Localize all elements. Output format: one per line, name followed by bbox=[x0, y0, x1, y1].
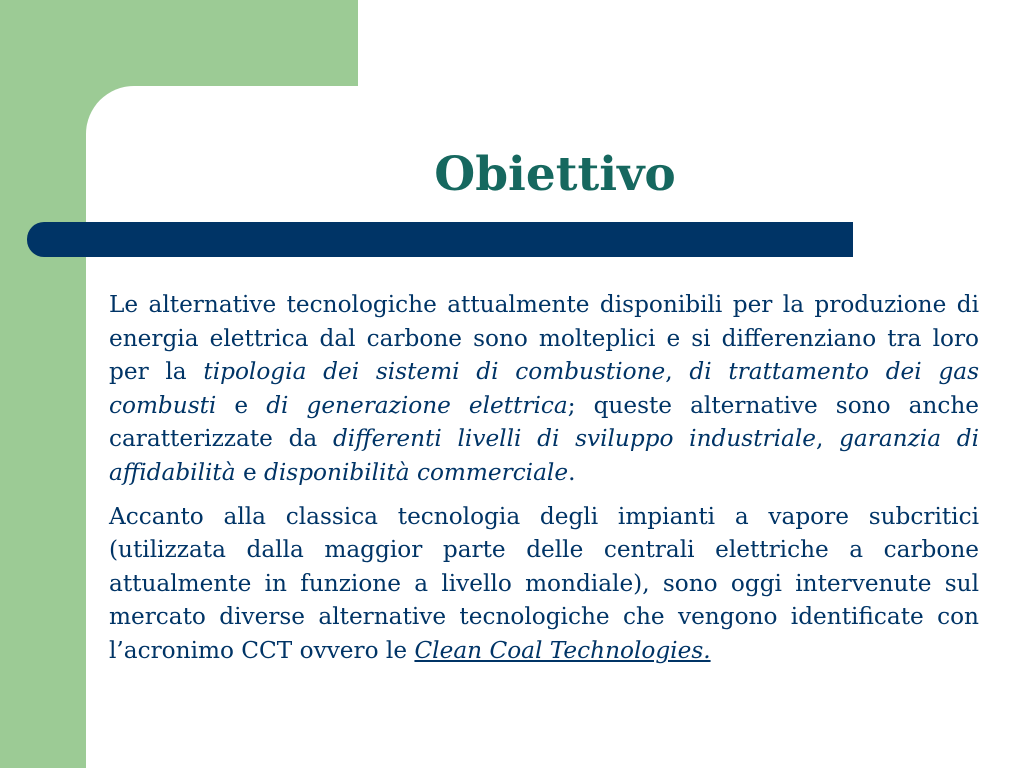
text-run: , bbox=[665, 358, 690, 386]
title-underline-bar bbox=[27, 222, 853, 257]
text-run: Le alternative tecnologiche attualmente disponibili per la produzione di energia elettrica dal carbone sono molteplici e si differenziano tra loro per la bbox=[109, 291, 979, 386]
emphasis-development: differenti livelli di sviluppo industriale bbox=[332, 425, 816, 453]
slide-body bbox=[109, 288, 979, 668]
text-run: Accanto alla classica tecnologia degli impianti a vapore subcritici (utilizzata dalla maggior parte delle centrali elettriche a carbone attualmente in funzione a livello mondiale), sono oggi intervenute sul mercato diverse alternative tecnologiche che vengono identificate con l’acronimo CCT ovvero le bbox=[109, 502, 979, 664]
paragraph-2 bbox=[109, 500, 979, 668]
accent-block-left bbox=[0, 0, 86, 768]
text-run: e bbox=[216, 391, 267, 419]
emphasis-gas-treatment: di trattamento dei gas combusti bbox=[109, 358, 980, 419]
text-run: ; queste alternative sono anche caratterizzate da bbox=[109, 391, 980, 453]
emphasis-reliability: garanzia di affidabilità bbox=[109, 425, 979, 486]
text-run: , bbox=[815, 425, 840, 453]
emphasis-generation: di generazione elettrica bbox=[266, 391, 568, 419]
emphasis-availability: disponibilità commerciale bbox=[264, 458, 569, 486]
slide-title: Obiettivo bbox=[434, 147, 676, 202]
emphasis-combustion: tipologia dei sistemi di combustione bbox=[203, 358, 666, 386]
paragraph-1 bbox=[109, 288, 979, 490]
text-run: e bbox=[235, 458, 265, 486]
rounded-corner bbox=[86, 86, 146, 146]
text-run: . bbox=[568, 458, 576, 486]
clean-coal-technologies-link[interactable]: Clean Coal Technologies. bbox=[414, 636, 711, 664]
